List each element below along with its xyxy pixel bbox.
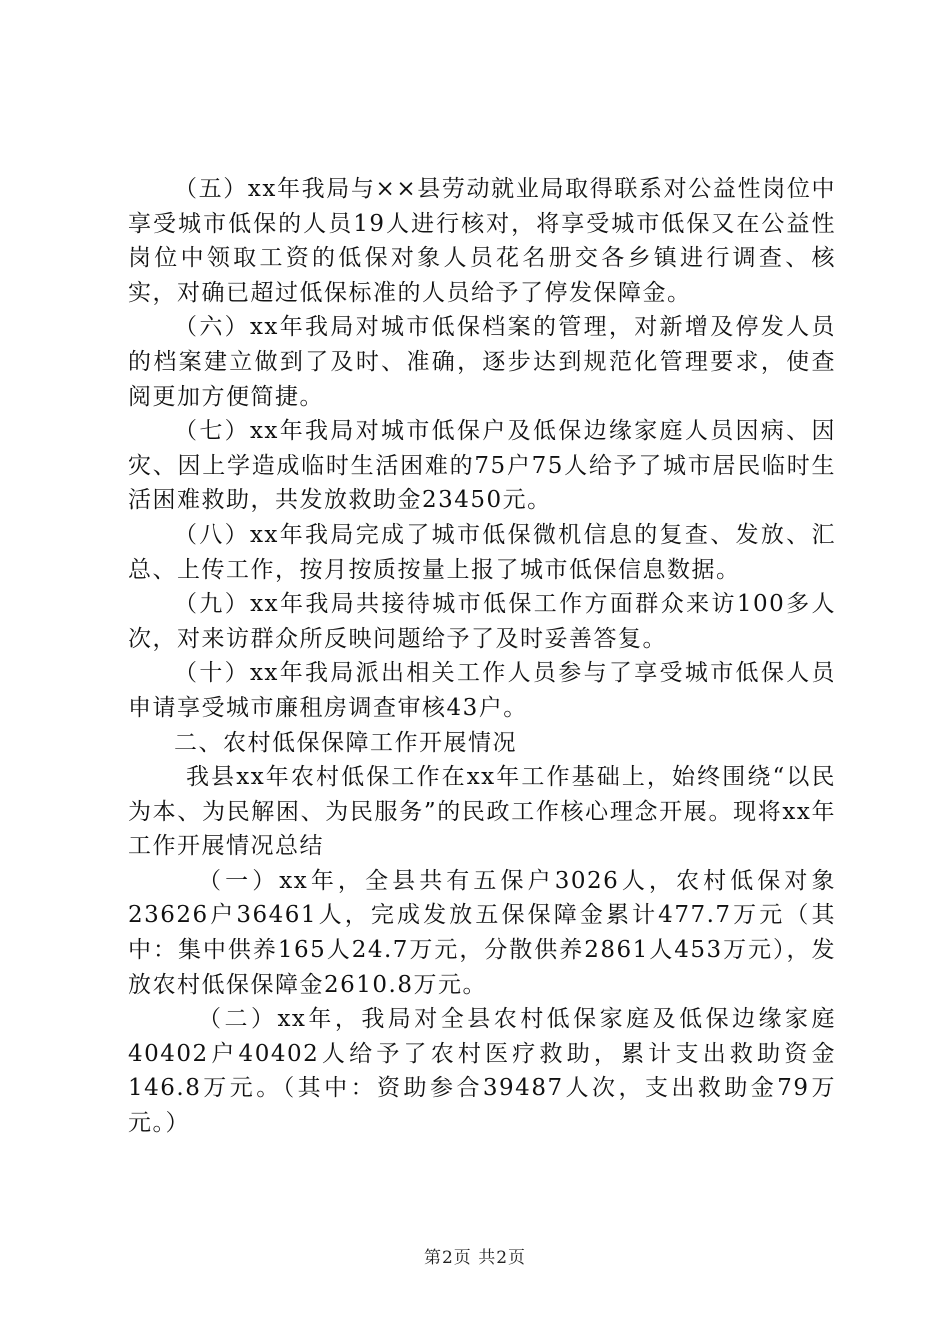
document-body bbox=[128, 172, 836, 1141]
paragraph-rural-item-1: （一）xx年，全县共有五保户3026人，农村低保对象23626户36461人，完成发放五保保障金累计477.7万元（其中：集中供养165人24.7万元，分散供养2861人453万元），发放农村低保保障金2610.8万元。 bbox=[128, 867, 836, 998]
paragraph-item-10: （十）xx年我局派出相关工作人员参与了享受城市低保人员申请享受城市廉租房调查审核43户。 bbox=[128, 660, 836, 721]
paragraph-rural-item-2: （二）xx年，我局对全县农村低保家庭及低保边缘家庭40402户40402人给予了农村医疗救助，累计支出救助资金146.8万元。（其中：资助参合39487人次，支出救助金79万元。） bbox=[128, 1006, 836, 1137]
paragraph-item-8: （八）xx年我局完成了城市低保微机信息的复查、发放、汇总、上传工作，按月按质按量上报了城市低保信息数据。 bbox=[128, 521, 836, 583]
page-footer: 第2页 共2页 bbox=[423, 1248, 527, 1268]
paragraph-item-7: （七）xx年我局对城市低保户及低保边缘家庭人员因病、因灾、因上学造成临时生活困难的75户75人给予了城市居民临时生活困难救助，共发放救助金23450元。 bbox=[128, 418, 836, 514]
paragraph-item-9: （九）xx年我局共接待城市低保工作方面群众来访100多人次，对来访群众所反映问题给予了及时妥善答复。 bbox=[128, 591, 836, 652]
paragraph-item-5: （五）xx年我局与××县劳动就业局取得联系对公益性岗位中享受城市低保的人员19人进行核对，将享受城市低保又在公益性岗位中领取工资的低保对象人员花名册交各乡镇进行调查、核实，对确已超过低保标准的人员给予了停发保障金。 bbox=[128, 176, 836, 306]
section-heading-rural: 二、农村低保保障工作开展情况 bbox=[174, 729, 517, 756]
paragraph-rural-intro: 我县xx年农村低保工作在xx年工作基础上，始终围绕“以民为本、为民解困、为民服务”的民政工作核心理念开展。现将xx年工作开展情况总结 bbox=[128, 764, 836, 860]
paragraph-item-6: （六）xx年我局对城市低保档案的管理，对新增及停发人员的档案建立做到了及时、准确，逐步达到规范化管理要求，使查阅更加方便简捷。 bbox=[128, 314, 836, 410]
